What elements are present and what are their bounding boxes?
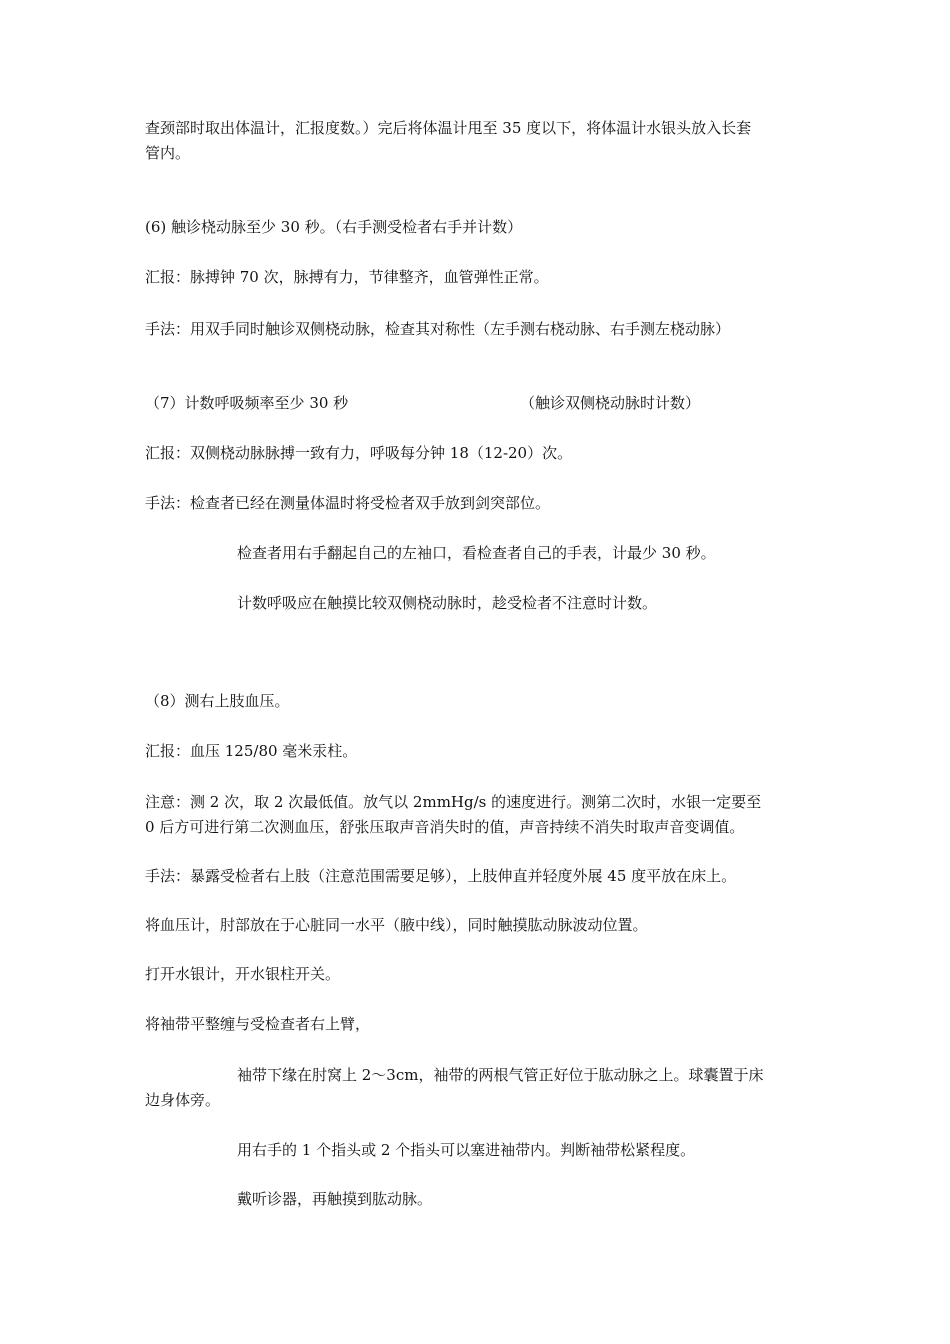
paragraph-line: 打开水银计，开水银柱开关。 [145, 965, 341, 983]
indented-line: 袖带下缘在肘窝上 2～3cm，袖带的两根气管正好位于肱动脉之上。球囊置于床 [237, 1066, 764, 1084]
section-7-heading-row [145, 392, 805, 414]
method-line: 手法：检查者已经在测量体温时将受检者双手放到剑突部位。 [145, 494, 551, 512]
section-7-note: （触诊双侧桡动脉时计数） [520, 394, 701, 412]
method-line: 手法：暴露受检者右上肢（注意范围需要足够），上肢伸直并轻度外展 45 度平放在床上。 [145, 867, 737, 885]
note-line: 0 后方可进行第二次测血压，舒张压取声音消失时的值，声音持续不消失时取声音变调值。 [145, 818, 745, 836]
report-line: 汇报：脉搏钟 70 次，脉搏有力，节律整齐，血管弹性正常。 [145, 268, 549, 286]
note-line: 注意：测 2 次，取 2 次最低值。放气以 2mmHg/s 的速度进行。测第二次时，水银一定要至 [145, 793, 762, 811]
paragraph-line: 将袖带平整缠与受检查者右上臂， [145, 1015, 371, 1033]
indented-line: 检查者用右手翻起自己的左袖口，看检查者自己的手表，计最少 30 秒。 [237, 544, 716, 562]
section-6-heading: (6) 触诊桡动脉至少 30 秒。（右手测受检者右手并计数） [145, 218, 523, 236]
paragraph-line: 将血压计，肘部放在于心脏同一水平（腋中线），同时触摸肱动脉波动位置。 [145, 916, 648, 934]
section-7-heading: （7）计数呼吸频率至少 30 秒 [145, 394, 349, 412]
paragraph-line: 管内。 [145, 144, 191, 162]
indented-line: 用右手的 1 个指头或 2 个指头可以塞进袖带内。判断袖带松紧程度。 [237, 1141, 696, 1159]
indented-line: 计数呼吸应在触摸比较双侧桡动脉时，趁受检者不注意时计数。 [237, 594, 658, 612]
section-8-heading: （8）测右上肢血压。 [145, 692, 290, 710]
report-line: 汇报：血压 125/80 毫米汞柱。 [145, 742, 358, 760]
paragraph-line: 边身体旁。 [145, 1091, 221, 1109]
report-line: 汇报：双侧桡动脉脉搏一致有力，呼吸每分钟 18（12-20）次。 [145, 444, 573, 462]
paragraph-line: 查颈部时取出体温计，汇报度数。）完后将体温计甩至 35 度以下，将体温计水银头放入长套 [145, 119, 752, 137]
indented-line: 戴听诊器，再触摸到肱动脉。 [237, 1190, 433, 1208]
method-line: 手法：用双手同时触诊双侧桡动脉，检查其对称性（左手测右桡动脉、右手测左桡动脉） [145, 320, 731, 338]
